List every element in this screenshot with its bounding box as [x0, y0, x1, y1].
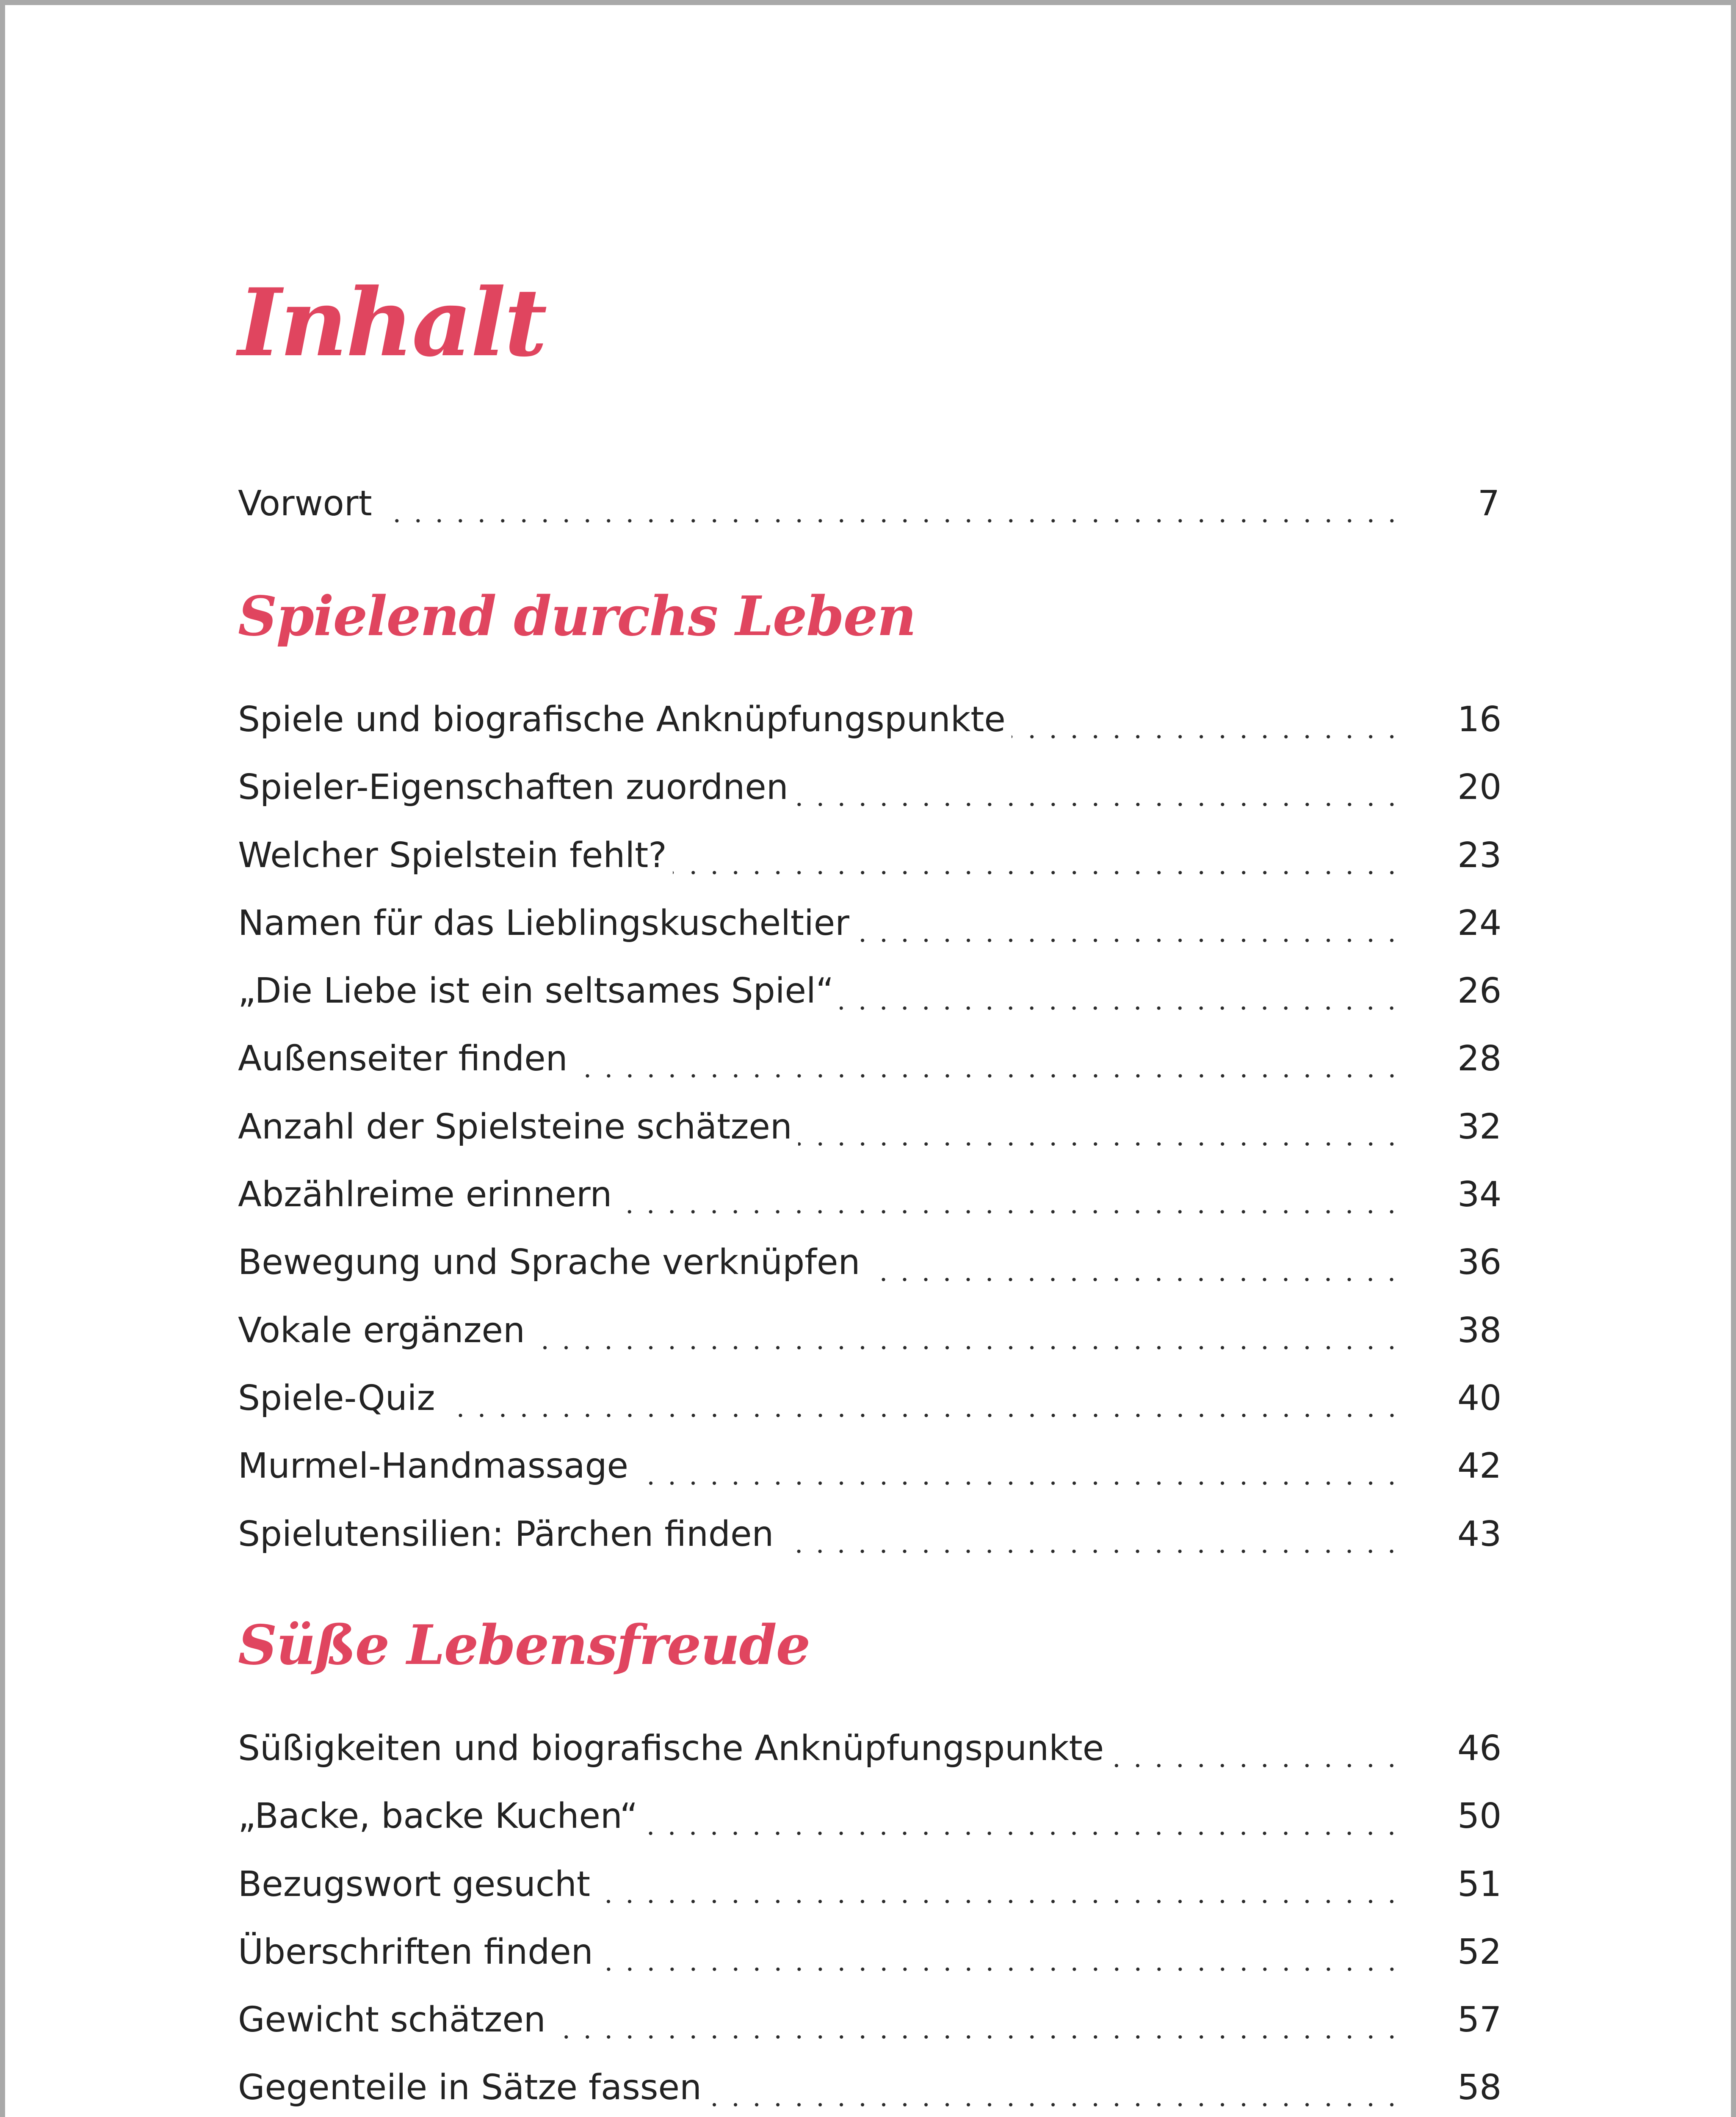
toc-entry[interactable]	[238, 901, 1500, 969]
toc-entry-page-number: 7	[1477, 484, 1500, 524]
toc-entry-label: „Die Liebe ist ein seltsames Spiel“	[238, 971, 834, 1012]
toc-entry[interactable]	[238, 1172, 1500, 1240]
toc-entry[interactable]	[238, 1726, 1500, 1794]
toc-entry[interactable]	[238, 1240, 1500, 1308]
toc-entry[interactable]	[238, 1998, 1500, 2065]
toc-entry-page-number: 46	[1457, 1728, 1502, 1769]
dot-leader	[441, 1413, 1403, 1418]
toc-entry[interactable]	[238, 765, 1500, 833]
toc-entry-page-number: 52	[1457, 1932, 1502, 1972]
toc-entry-page-number: 58	[1457, 2067, 1502, 2108]
toc-entry[interactable]	[238, 1930, 1500, 1998]
toc-entry-label: Süßigkeiten und biografische Anknüpfungspunkte	[238, 1728, 1104, 1769]
dot-leader	[866, 1277, 1402, 1282]
toc-entry[interactable]	[238, 1512, 1500, 1580]
toc-entry-label: Spielutensilien: Pärchen finden	[238, 1514, 774, 1554]
toc-entry-label: Abzählreime erinnern	[238, 1175, 612, 1215]
toc-entry-page-number: 42	[1457, 1446, 1502, 1487]
toc-entry[interactable]	[238, 833, 1500, 901]
toc-entry-label: Welcher Spielstein fehlt?	[238, 835, 667, 876]
toc-entry-page-number: 40	[1457, 1378, 1502, 1418]
dot-leader	[574, 1074, 1402, 1078]
toc-entry-page-number: 23	[1457, 835, 1502, 876]
toc-entry-page-number: 24	[1457, 903, 1502, 943]
toc-entry[interactable]	[238, 1862, 1500, 1930]
toc-entry-page-number: 28	[1457, 1039, 1502, 1079]
toc-entry-label: Vokale ergänzen	[238, 1310, 525, 1351]
dot-leader	[634, 1481, 1402, 1485]
dot-leader	[599, 1967, 1402, 1971]
toc-entry-page-number: 43	[1457, 1514, 1502, 1554]
toc-entry[interactable]	[238, 1794, 1500, 1862]
toc-entry-page-number: 51	[1457, 1864, 1502, 1904]
section-heading-spielend: Spielend durchs Leben	[238, 585, 916, 648]
toc-entry-page-number: 16	[1457, 699, 1502, 740]
toc-entry-label: Überschriften finden	[238, 1932, 593, 1972]
toc-entry[interactable]	[238, 969, 1500, 1036]
dot-leader	[840, 1006, 1402, 1010]
toc-entry[interactable]	[238, 2065, 1500, 2117]
dot-leader	[618, 1210, 1402, 1214]
toc-entry-label: „Backe, backe Kuchen“	[238, 1796, 638, 1837]
toc-entry-label: Spieler-Eigenschaften zuordnen	[238, 767, 788, 808]
toc-entry-page-number: 57	[1457, 2000, 1502, 2040]
toc-entry-label: Vorwort	[238, 484, 372, 524]
toc-entry-page-number: 34	[1457, 1175, 1502, 1215]
section-1-entries	[238, 697, 1500, 1580]
toc-entry-page-number: 32	[1457, 1106, 1502, 1147]
dot-leader	[552, 2035, 1402, 2039]
preface-list	[238, 481, 1500, 549]
toc-entry[interactable]	[238, 1376, 1500, 1444]
dot-leader	[1012, 735, 1402, 739]
toc-entry[interactable]	[238, 1036, 1500, 1104]
toc-entry-label: Spiele-Quiz	[238, 1378, 435, 1418]
dot-leader	[794, 802, 1402, 807]
toc-entry[interactable]	[238, 697, 1500, 765]
dot-leader	[531, 1346, 1402, 1350]
toc-entry-page-number: 50	[1457, 1796, 1502, 1837]
toc-entry[interactable]	[238, 1105, 1500, 1172]
dot-leader	[708, 2103, 1402, 2107]
toc-entry-label: Murmel-Handmassage	[238, 1446, 628, 1487]
toc-entry[interactable]	[238, 1308, 1500, 1376]
dot-leader	[780, 1549, 1402, 1553]
dot-leader	[1110, 1763, 1402, 1768]
dot-leader	[644, 1831, 1402, 1835]
toc-entry-page-number: 26	[1457, 971, 1502, 1012]
toc-entry-page-number: 20	[1457, 767, 1502, 808]
toc-entry-page-number: 36	[1457, 1242, 1502, 1283]
dot-leader	[798, 1142, 1402, 1146]
toc-entry-label: Außenseiter finden	[238, 1039, 568, 1079]
dot-leader	[855, 938, 1402, 942]
toc-entry-label: Gewicht schätzen	[238, 2000, 546, 2040]
section-heading-suesse: Süße Lebensfreude	[238, 1614, 810, 1677]
toc-entry-label: Bezugswort gesucht	[238, 1864, 591, 1904]
toc-entry-page-number: 38	[1457, 1310, 1502, 1351]
toc-entry-label: Anzahl der Spielsteine schätzen	[238, 1106, 792, 1147]
dot-leader	[673, 871, 1402, 875]
toc-entry-label: Spiele und biografische Anknüpfungspunkte	[238, 699, 1006, 740]
toc-entry-label: Namen für das Lieblingskuscheltier	[238, 903, 849, 943]
page-title: Inhalt	[238, 268, 546, 377]
dot-leader	[596, 1899, 1402, 1904]
toc-entry[interactable]	[238, 1444, 1500, 1512]
toc-entry-preface[interactable]	[238, 481, 1500, 549]
dot-leader	[378, 519, 1402, 523]
toc-entry-label: Bewegung und Sprache verknüpfen	[238, 1242, 860, 1283]
section-2-entries	[238, 1726, 1500, 2117]
toc-entry-label: Gegenteile in Sätze fassen	[238, 2067, 702, 2108]
